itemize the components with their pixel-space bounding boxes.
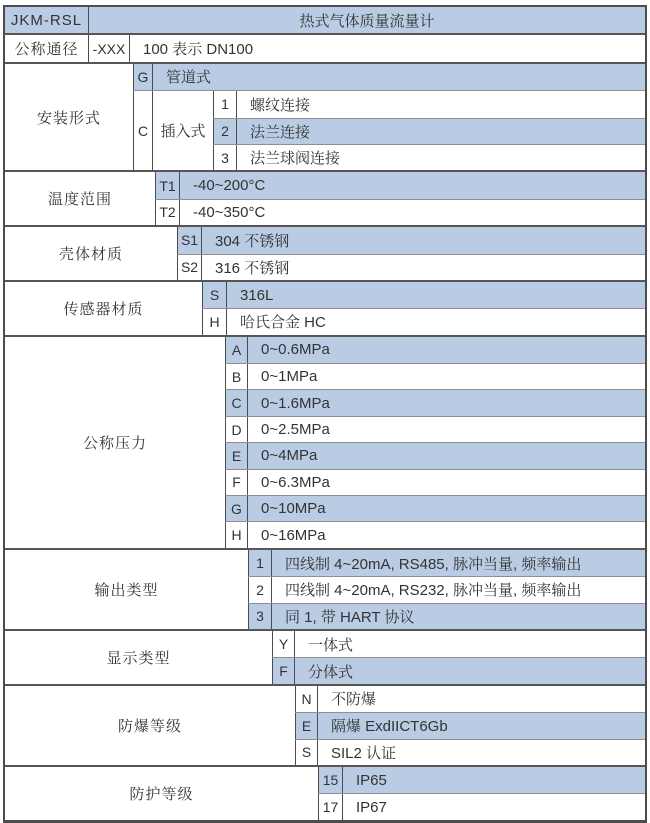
option-row — [248, 603, 645, 629]
option-code: G — [133, 64, 153, 90]
option-code: 17 — [318, 794, 343, 819]
option-text: 哈氏合金 HC — [240, 314, 326, 332]
option-row — [213, 144, 645, 170]
option-text: -40~200°C — [193, 177, 266, 195]
option-text: 0~6.3MPa — [261, 473, 330, 491]
option-row — [88, 35, 645, 61]
option-text: 一体式 — [308, 636, 354, 654]
option-text: 管道式 — [166, 69, 212, 87]
option-code: 1 — [213, 91, 237, 117]
option-row — [248, 550, 645, 576]
option-row — [202, 282, 645, 308]
option-text: 分体式 — [308, 663, 354, 681]
option-text: 四线制 4~20mA, RS485, 脉冲当量, 频率输出 — [285, 555, 582, 573]
option-code: 1 — [248, 550, 272, 576]
section-label: 壳体材质 — [58, 246, 123, 264]
option-code: S2 — [177, 255, 202, 280]
option-row — [225, 389, 645, 415]
option-code: D — [225, 417, 248, 442]
option-code: F — [272, 658, 295, 683]
section-install-type — [5, 62, 645, 171]
option-row — [177, 254, 645, 280]
option-code: S1 — [177, 227, 202, 253]
option-code: H — [225, 522, 248, 547]
option-row — [225, 495, 645, 521]
section-label: 温度范围 — [47, 191, 112, 209]
section-label: 公称通径 — [14, 41, 79, 59]
section-label: 公称压力 — [82, 434, 147, 452]
option-text: 0~4MPa — [261, 447, 318, 465]
option-text: 0~0.6MPa — [261, 341, 330, 359]
section-housing-material — [5, 225, 645, 280]
option-text: -40~350°C — [193, 203, 266, 221]
option-code: F — [225, 470, 248, 495]
option-text: 316 不锈钢 — [215, 259, 290, 277]
option-row — [202, 308, 645, 334]
section-label: 输出类型 — [94, 581, 159, 599]
option-code: N — [295, 686, 318, 712]
option-text: SIL2 认证 — [331, 744, 397, 762]
option-code: S — [295, 740, 318, 765]
option-code: A — [225, 337, 248, 363]
option-code: G — [225, 496, 248, 521]
option-row — [225, 521, 645, 547]
option-text: 隔爆 ExdIICT6Gb — [331, 718, 448, 736]
section-explosion-proof-rating — [5, 684, 645, 765]
option-text: IP65 — [356, 771, 387, 789]
section-label: 显示类型 — [106, 649, 171, 667]
section-nominal-pressure — [5, 335, 645, 548]
section-output-type — [5, 548, 645, 629]
option-row — [272, 631, 645, 657]
section-label: 防护等级 — [129, 785, 194, 803]
section-label: 安装形式 — [36, 109, 101, 127]
option-row — [155, 199, 645, 225]
option-code: C — [225, 390, 248, 415]
option-code: T1 — [155, 172, 180, 198]
section-display-type — [5, 629, 645, 684]
option-row — [318, 793, 645, 819]
option-code: Y — [272, 631, 295, 657]
option-text: 0~2.5MPa — [261, 421, 330, 439]
option-text: 316L — [240, 286, 274, 304]
option-text: 0~1MPa — [261, 368, 318, 386]
section-protection-rating — [5, 765, 645, 820]
section-temperature-range — [5, 170, 645, 225]
option-row — [225, 442, 645, 468]
option-code: C — [133, 91, 153, 170]
option-text: 304 不锈钢 — [215, 232, 290, 250]
header-row — [5, 7, 645, 33]
option-row — [225, 416, 645, 442]
model-selection-table — [3, 5, 647, 823]
option-row — [272, 657, 645, 683]
option-code: E — [295, 713, 318, 738]
option-text: 0~1.6MPa — [261, 394, 330, 412]
option-code: S — [202, 282, 227, 308]
insertion-group — [133, 90, 645, 170]
option-text: 0~10MPa — [261, 500, 326, 518]
option-row — [177, 227, 645, 253]
option-row — [155, 172, 645, 198]
option-code: 3 — [213, 145, 237, 170]
option-text: 同 1, 带 HART 协议 — [285, 608, 415, 626]
option-text: 法兰球阀连接 — [250, 150, 341, 168]
option-row — [295, 712, 645, 738]
option-code: -XXX — [88, 35, 130, 61]
section-label: 传感器材质 — [63, 300, 144, 318]
option-row — [225, 363, 645, 389]
option-code: 15 — [318, 767, 343, 793]
section-sensor-material — [5, 280, 645, 335]
option-code: 2 — [213, 119, 237, 144]
option-row — [213, 91, 645, 117]
model-code: JKM-RSL — [5, 7, 88, 33]
option-row — [225, 337, 645, 363]
section-nominal-diameter — [5, 33, 645, 61]
option-code: T2 — [155, 200, 180, 225]
option-code: 2 — [248, 577, 272, 602]
option-row — [248, 576, 645, 602]
option-text: 法兰连接 — [250, 123, 311, 141]
option-text: 0~16MPa — [261, 526, 326, 544]
option-row — [225, 469, 645, 495]
option-code: B — [225, 364, 248, 389]
option-row — [295, 739, 645, 765]
option-row — [213, 118, 645, 144]
option-row — [295, 686, 645, 712]
option-text: 100 表示 DN100 — [143, 41, 254, 59]
option-text: 四线制 4~20mA, RS232, 脉冲当量, 频率输出 — [285, 582, 582, 600]
option-text: IP67 — [356, 798, 387, 816]
option-code: 3 — [248, 604, 272, 629]
option-code: H — [202, 309, 227, 334]
option-text: 螺纹连接 — [250, 96, 311, 114]
option-code: E — [225, 443, 248, 468]
option-text: 不防爆 — [331, 691, 377, 709]
table-title: 热式气体质量流量计 — [88, 7, 645, 33]
section-label: 防爆等级 — [117, 717, 182, 735]
option-row — [318, 767, 645, 793]
option-row — [133, 64, 645, 90]
insertion-label: 插入式 — [160, 123, 206, 141]
